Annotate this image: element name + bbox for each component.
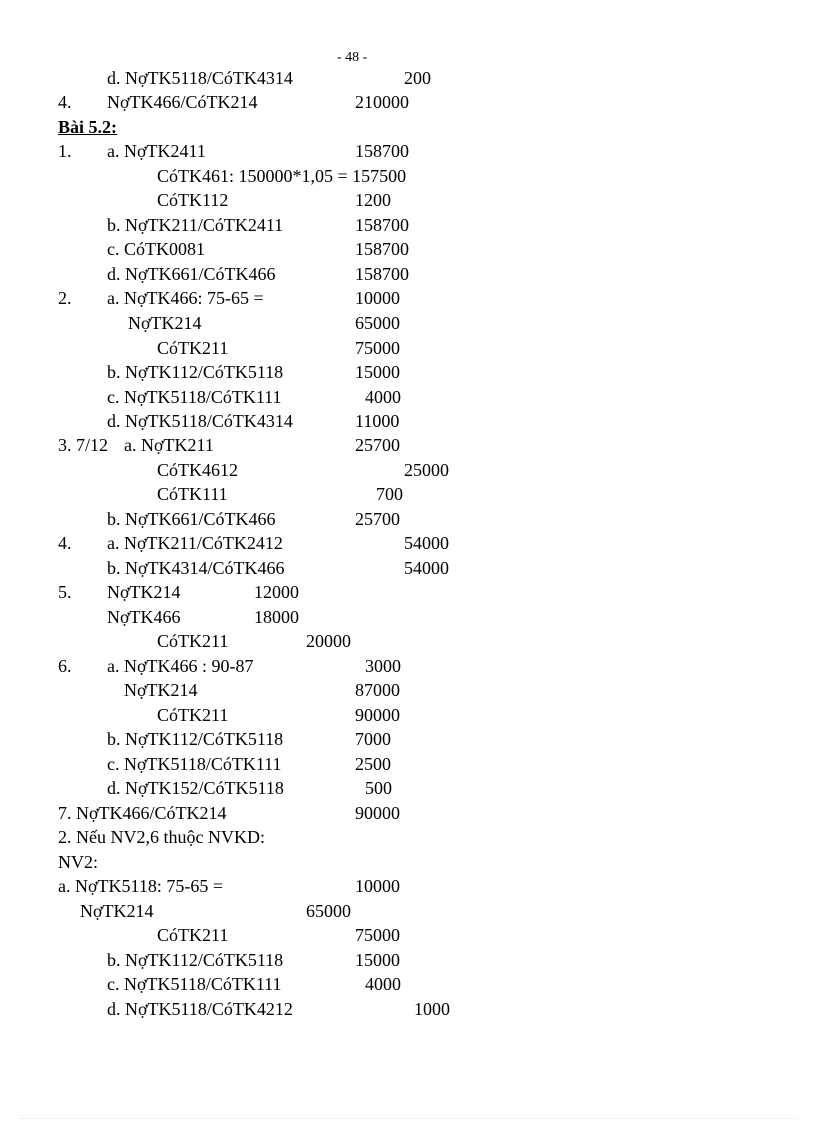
entry-amount: 75000 <box>355 925 400 945</box>
entry-amount: 1000 <box>414 999 450 1019</box>
entry-amount: 11000 <box>355 411 400 431</box>
entry-text: NợTK466/CóTK214 <box>107 92 258 112</box>
text-line <box>0 213 816 237</box>
text-line <box>0 899 816 923</box>
entry-amount: 90000 <box>355 803 400 823</box>
entry-text: CóTK211 <box>157 338 229 358</box>
entry-amount: 20000 <box>306 631 351 651</box>
section-heading: Bài 5.2: <box>58 117 118 137</box>
entry-amount: 2500 <box>355 754 391 774</box>
entry-text: NợTK214 <box>124 680 198 700</box>
text-line <box>0 531 816 555</box>
entry-amount: 4000 <box>365 387 401 407</box>
entry-text: a. NợTK2411 <box>107 141 206 161</box>
text-line <box>0 703 816 727</box>
page-bottom-rule <box>20 1118 796 1119</box>
entry-text: CóTK111 <box>157 484 228 504</box>
line-number: 4. <box>58 533 72 553</box>
text-line <box>0 286 816 310</box>
entry-amount: 87000 <box>355 680 400 700</box>
line-number: 5. <box>58 582 72 602</box>
text-line <box>0 605 816 629</box>
text-line <box>0 311 816 335</box>
entry-amount: 3000 <box>365 656 401 676</box>
entry-text: NợTK214 <box>128 313 202 333</box>
entry-text: CóTK112 <box>157 190 229 210</box>
entry-text: a. NợTK211/CóTK2412 <box>107 533 283 553</box>
entry-amount: 25700 <box>355 509 400 529</box>
text-line <box>0 948 816 972</box>
entry-text: d. NợTK661/CóTK466 <box>107 264 276 284</box>
entry-text: CóTK211 <box>157 925 229 945</box>
entry-text: a. NợTK466 : 90-87 <box>107 656 254 676</box>
entry-amount: 18000 <box>254 607 299 627</box>
text-line <box>0 923 816 947</box>
text-line <box>0 752 816 776</box>
text-line <box>0 360 816 384</box>
entry-amount: 200 <box>404 68 431 88</box>
entry-text: NV2: <box>58 852 98 872</box>
line-number: 2. <box>58 288 72 308</box>
entry-amount: 1200 <box>355 190 391 210</box>
entry-amount: 25700 <box>355 435 400 455</box>
entry-text: b. NợTK112/CóTK5118 <box>107 729 284 749</box>
entry-text: NợTK214 <box>80 901 154 921</box>
entry-text: d. NợTK5118/CóTK4314 <box>107 411 293 431</box>
text-line <box>0 458 816 482</box>
entry-amount: 25000 <box>404 460 449 480</box>
entry-text: 2. Nếu NV2,6 thuộc NVKD: <box>58 827 265 847</box>
text-line <box>0 66 816 90</box>
entry-amount: 4000 <box>365 974 401 994</box>
entry-amount: 158700 <box>355 215 409 235</box>
text-line <box>0 237 816 261</box>
entry-amount: 75000 <box>355 338 400 358</box>
entry-text: d. NợTK5118/CóTK4314 <box>107 68 293 88</box>
entry-text: CóTK211 <box>157 631 229 651</box>
entry-amount: 158700 <box>355 141 409 161</box>
text-line <box>0 385 816 409</box>
text-line <box>0 188 816 212</box>
entry-amount: 54000 <box>404 533 449 553</box>
text-line <box>0 580 816 604</box>
entry-amount: 90000 <box>355 705 400 725</box>
entry-amount: 210000 <box>355 92 409 112</box>
entry-text: CóTK4612 <box>157 460 238 480</box>
text-line <box>0 433 816 457</box>
entry-amount: 65000 <box>355 313 400 333</box>
entry-text: c. NợTK5118/CóTK111 <box>107 974 282 994</box>
text-line <box>0 115 816 139</box>
entry-amount: 158700 <box>355 264 409 284</box>
entry-text: 7. NợTK466/CóTK214 <box>58 803 227 823</box>
text-line <box>0 262 816 286</box>
entry-text: b. NợTK661/CóTK466 <box>107 509 276 529</box>
entry-text: b. NợTK112/CóTK5118 <box>107 362 284 382</box>
text-line <box>0 874 816 898</box>
entry-amount: 10000 <box>355 288 400 308</box>
entry-text: a. NợTK5118: 75-65 = <box>58 876 223 896</box>
entry-amount: 158700 <box>355 239 409 259</box>
entry-amount: 10000 <box>355 876 400 896</box>
text-line <box>0 997 816 1021</box>
text-line <box>0 556 816 580</box>
text-line <box>0 507 816 531</box>
text-line <box>0 164 816 188</box>
text-line <box>0 90 816 114</box>
entry-text: a. NợTK466: 75-65 = <box>107 288 264 308</box>
entry-amount: 500 <box>365 778 392 798</box>
entry-amount: 700 <box>376 484 403 504</box>
entry-text: c. NợTK5118/CóTK111 <box>107 754 282 774</box>
text-line <box>0 654 816 678</box>
entry-text: b. NợTK211/CóTK2411 <box>107 215 284 235</box>
text-line <box>0 850 816 874</box>
entry-text: CóTK461: 150000*1,05 = 157500 <box>157 166 407 186</box>
entry-text: c. NợTK5118/CóTK111 <box>107 387 282 407</box>
entry-amount: 15000 <box>355 950 400 970</box>
entry-text: d. NợTK152/CóTK5118 <box>107 778 284 798</box>
line-number: 1. <box>58 141 72 161</box>
text-line <box>0 825 816 849</box>
line-number: 6. <box>58 656 72 676</box>
entry-amount: 12000 <box>254 582 299 602</box>
entry-text: c. CóTK0081 <box>107 239 205 259</box>
text-line <box>0 972 816 996</box>
page-number: - 48 - <box>337 50 368 65</box>
text-line <box>0 139 816 163</box>
entry-text: NợTK214 <box>107 582 181 602</box>
entry-amount: 54000 <box>404 558 449 578</box>
text-line <box>0 801 816 825</box>
text-line <box>0 336 816 360</box>
line-number: 3. 7/12 <box>58 435 109 455</box>
text-line <box>0 482 816 506</box>
entry-amount: 7000 <box>355 729 391 749</box>
entry-text: CóTK211 <box>157 705 229 725</box>
entry-amount: 65000 <box>306 901 351 921</box>
text-line <box>0 629 816 653</box>
entry-text: b. NợTK4314/CóTK466 <box>107 558 285 578</box>
line-number: 4. <box>58 92 72 112</box>
entry-text: a. NợTK211 <box>124 435 214 455</box>
entry-text: NợTK466 <box>107 607 181 627</box>
text-line <box>0 678 816 702</box>
entry-amount: 15000 <box>355 362 400 382</box>
entry-text: b. NợTK112/CóTK5118 <box>107 950 284 970</box>
text-line <box>0 776 816 800</box>
text-line <box>0 727 816 751</box>
entry-text: d. NợTK5118/CóTK4212 <box>107 999 293 1019</box>
text-line <box>0 409 816 433</box>
